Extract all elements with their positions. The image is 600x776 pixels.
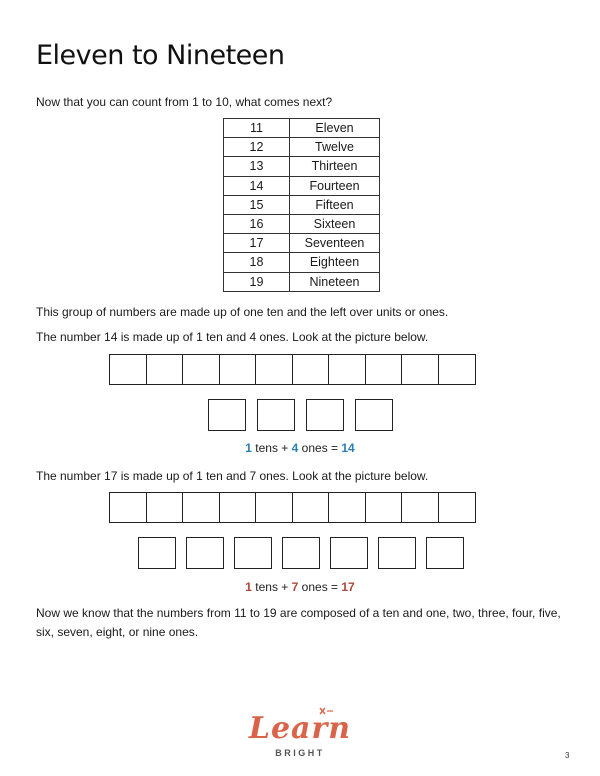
- intro-text: Now that you can count from 1 to 10, what comes next?: [36, 95, 333, 109]
- counting-box: [365, 492, 403, 523]
- conclusion-text: Now we know that the numbers from 11 to 19 are composed of a ten and one, two, three, four, five, six, seven, eight, or nine ones.: [36, 606, 561, 639]
- counting-box: [330, 537, 368, 569]
- eq-tens-label: tens +: [251, 580, 292, 594]
- counting-box: [438, 492, 476, 523]
- table-row: [224, 195, 380, 214]
- counting-box: [401, 354, 439, 385]
- eq-tens-value: 1: [245, 441, 252, 455]
- example-14-ones-boxes: [208, 399, 393, 431]
- eq-total-value: 14: [341, 441, 355, 455]
- eq-ones-value: 4: [291, 441, 299, 455]
- counting-box: [438, 354, 476, 385]
- word-cell: Twelve: [290, 138, 380, 157]
- counting-box: [109, 354, 147, 385]
- counting-box: [426, 537, 464, 569]
- word-cell: Fifteen: [290, 195, 380, 214]
- counting-box: [219, 354, 257, 385]
- word-cell: Eleven: [290, 119, 380, 138]
- table-row: [224, 176, 380, 195]
- table-row: [224, 138, 380, 157]
- counting-box: [182, 354, 220, 385]
- logo-wordmark: Learn: [248, 711, 352, 746]
- table-row: [224, 253, 380, 272]
- example-14-text: The number 14 is made up of 1 ten and 4 ones. Look at the picture below.: [36, 330, 429, 344]
- example-17-tens-boxes: [109, 492, 474, 523]
- counting-box: [355, 399, 393, 431]
- number-cell: 19: [224, 272, 290, 291]
- number-cell: 11: [224, 119, 290, 138]
- table-row: [224, 234, 380, 253]
- counting-box: [328, 354, 366, 385]
- example-14-equation: [0, 441, 600, 455]
- counting-box: [182, 492, 220, 523]
- number-cell: 15: [224, 195, 290, 214]
- counting-box: [328, 492, 366, 523]
- example-17-ones-boxes: [138, 537, 464, 569]
- word-cell: Seventeen: [290, 234, 380, 253]
- table-row: [224, 157, 380, 176]
- counting-box: [219, 492, 257, 523]
- learn-bright-logo: [248, 712, 352, 762]
- eq-tens-label: tens +: [251, 441, 292, 455]
- number-cell: 14: [224, 176, 290, 195]
- counting-box: [146, 354, 184, 385]
- counting-box: [401, 492, 439, 523]
- word-cell: Eighteen: [290, 253, 380, 272]
- eq-ones-label: ones =: [298, 441, 342, 455]
- counting-box: [282, 537, 320, 569]
- counting-box: [109, 492, 147, 523]
- eq-tens-value: 1: [245, 580, 252, 594]
- table-row: [224, 214, 380, 233]
- page-number: 3: [565, 751, 570, 760]
- number-words-table: [223, 118, 380, 292]
- number-cell: 13: [224, 157, 290, 176]
- counting-box: [255, 354, 293, 385]
- counting-box: [257, 399, 295, 431]
- counting-box: [186, 537, 224, 569]
- table-row: [224, 272, 380, 291]
- table-row: [224, 119, 380, 138]
- page-title: Eleven to Nineteen: [36, 40, 285, 71]
- number-cell: 18: [224, 253, 290, 272]
- word-cell: Sixteen: [290, 214, 380, 233]
- counting-box: [306, 399, 344, 431]
- number-cell: 12: [224, 138, 290, 157]
- group-explanation-text: This group of numbers are made up of one ten and the left over units or ones.: [36, 305, 449, 319]
- counting-box: [292, 354, 330, 385]
- word-cell: Nineteen: [290, 272, 380, 291]
- counting-box: [255, 492, 293, 523]
- logo-subtext: BRIGHT: [275, 748, 325, 758]
- word-cell: Fourteen: [290, 176, 380, 195]
- number-cell: 16: [224, 214, 290, 233]
- counting-box: [292, 492, 330, 523]
- counting-box: [378, 537, 416, 569]
- eq-ones-value: 7: [291, 580, 299, 594]
- number-cell: 17: [224, 234, 290, 253]
- example-17-equation: [0, 580, 600, 594]
- counting-box: [234, 537, 272, 569]
- word-cell: Thirteen: [290, 157, 380, 176]
- example-14-tens-boxes: [109, 354, 474, 385]
- counting-box: [146, 492, 184, 523]
- eq-ones-label: ones =: [298, 580, 342, 594]
- eq-total-value: 17: [341, 580, 355, 594]
- counting-box: [208, 399, 246, 431]
- counting-box: [365, 354, 403, 385]
- example-17-text: The number 17 is made up of 1 ten and 7 ones. Look at the picture below.: [36, 469, 429, 483]
- counting-box: [138, 537, 176, 569]
